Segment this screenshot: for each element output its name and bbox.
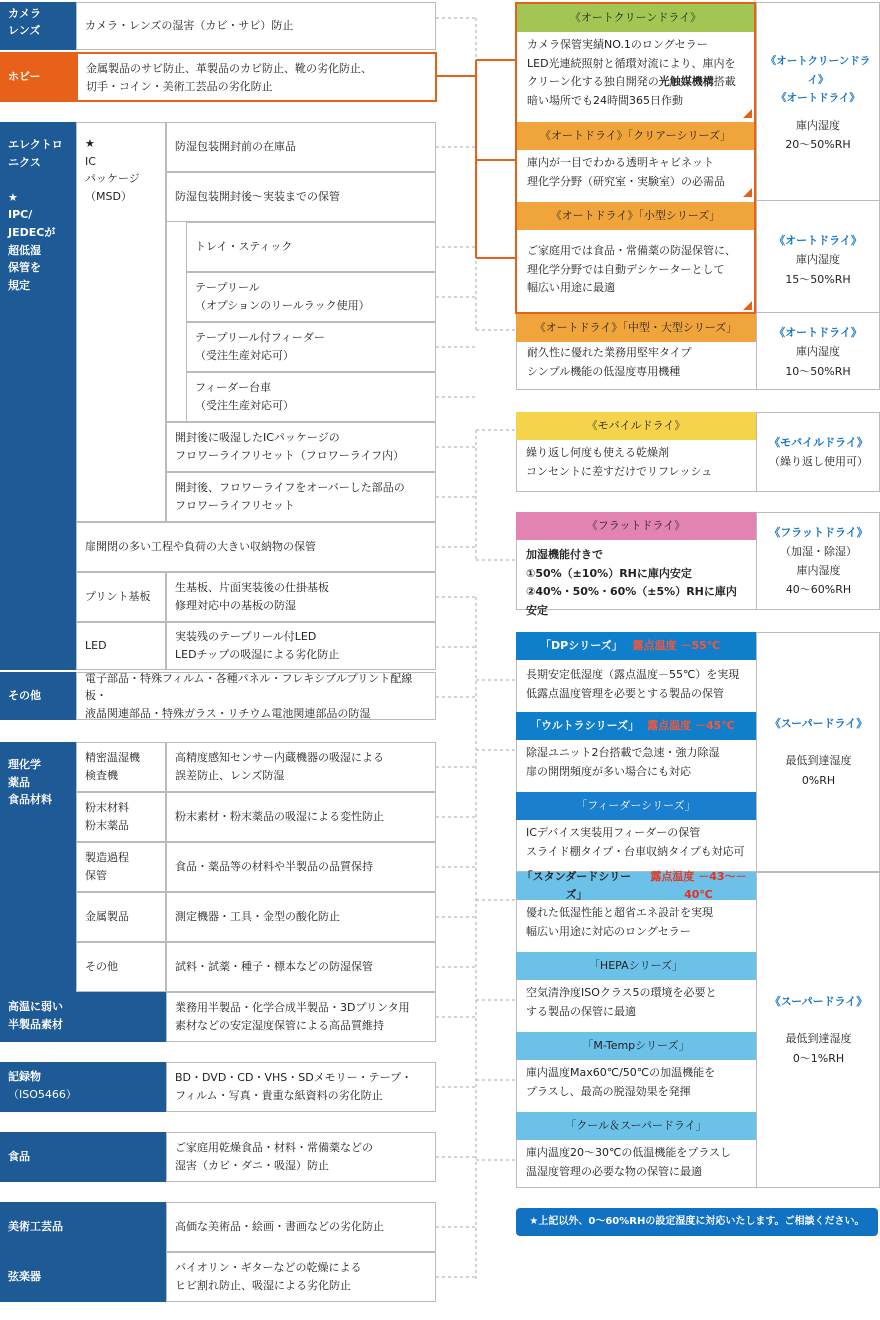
corner-marker-icon — [743, 301, 752, 310]
use-precision-instruments: 高精度感知センサー内蔵機器の吸湿による 誤差防止、レンズ防湿 — [166, 742, 436, 792]
dp-dewpoint: 露点温度 －55℃ — [632, 638, 721, 652]
autoclean-line4: 暗い場所でも24時間365日作動 — [527, 94, 683, 108]
product-clear-title[interactable]: 《オートドライ》「クリアーシリーズ」 — [517, 122, 754, 150]
use-tray-stick-text: トレイ・スティック — [195, 239, 293, 253]
corner-marker-icon — [743, 109, 752, 118]
use-feeder-cart: フィーダー台車 （受注生産対応可） — [186, 372, 436, 422]
use-floorlife-reset-1: 開封後に吸湿したICパッケージの フロワーライフリセット（フロワーライフ内） — [166, 422, 436, 472]
use-hobby-line2: 切手・コイン・美術工芸品の劣化防止 — [86, 80, 273, 94]
use-ic-after-open-text: 防湿包装開封後～実装までの保管 — [175, 189, 340, 203]
use-art-text: 高価な美術品・絵画・書画などの劣化防止 — [175, 1219, 384, 1233]
spec-superdry2-head: 《スーパードライ》 — [769, 995, 868, 1009]
spec-autoclean-range: 庫内湿度 20～50%RH — [785, 118, 851, 151]
sub-metal-label: 金属製品 — [85, 909, 129, 923]
product-mtemp-body: 庫内温度Max60℃/50℃の加温機能を プラスし、最高の脱湿効果を発揮 — [526, 1066, 716, 1098]
product-dp-body: 長期安定低湿度（露点温度－55℃）を実現 低露点温度管理を必要とする製品の保管 — [526, 668, 740, 700]
product-hepa-title[interactable]: 「HEPAシリーズ」 — [516, 952, 756, 980]
product-large-body: 耐久性に優れた業務用堅牢タイプ シンプル機能の低湿度専用機種 — [516, 342, 756, 390]
right-divider — [756, 200, 880, 201]
spec-flat — [756, 512, 880, 610]
product-small-title[interactable]: 《オートドライ》「小型シリーズ」 — [517, 202, 754, 230]
product-ultra-body: 除湿ユニット2台搭載で急速・強力除湿 扉の開閉頻度が多い場合にも対応 — [526, 746, 720, 778]
product-mobile-title[interactable]: 《モバイルドライ》 — [516, 412, 756, 440]
autoclean-line2: LED光連続照射と循環対流により、庫内を — [527, 56, 736, 70]
use-powder-text: 粉末素材・粉末薬品の吸湿による変性防止 — [175, 809, 384, 823]
product-flat-body: 加湿機能付きで ①50%（±10%）RHに庫内安定 ②40%・50%・60%（±5%）RHに庫内安定 — [526, 548, 737, 618]
consult-note[interactable] — [516, 1208, 878, 1236]
category-camera: カメラ レンズ — [0, 2, 76, 50]
category-strings-label: 弦楽器 — [8, 1269, 41, 1283]
use-heat-sensitive: 業務用半製品・化学合成半製品・3Dプリンタ用 素材などの安定湿度保管による高品質維持 — [166, 992, 436, 1042]
use-door-text: 扉開閉の多い工程や負荷の大きい収納物の保管 — [85, 539, 316, 553]
category-records-iso: （ISO5466） — [8, 1087, 77, 1101]
product-dp-title[interactable] — [516, 632, 756, 660]
sub-precision-instruments: 精密温湿機 検査機 — [76, 742, 166, 792]
spec-flat-head: 《フラットドライ》 — [769, 525, 868, 539]
product-mtemp-title[interactable]: 「M-Tempシリーズ」 — [516, 1032, 756, 1060]
use-pcb: 生基板、片面実装後の仕掛基板 修理対応中の基板の防湿 — [166, 572, 436, 622]
spec-autoclean-head: 《オートクリーンドライ》 《オートドライ》 — [765, 55, 871, 105]
category-chemistry: 理化学 薬品 食品材料 — [0, 742, 76, 992]
spec-small-head: 《オートドライ》 — [774, 234, 862, 248]
spec-mobile-note: （繰り返し使用可） — [769, 455, 868, 468]
use-tape-reel-feeder: テープリール付フィーダー （受注生産対応可） — [186, 322, 436, 372]
sub-chem-other-label: その他 — [85, 959, 118, 973]
use-manufacturing-text: 食品・薬品等の材料や半製品の品質保持 — [175, 859, 373, 873]
spec-large-head: 《オートドライ》 — [774, 326, 862, 340]
spec-superdry-2 — [756, 872, 880, 1188]
use-strings: バイオリン・ギターなどの乾燥による ヒビ割れ防止、吸湿による劣化防止 — [166, 1252, 436, 1302]
product-flat-title[interactable]: 《フラットドライ》 — [516, 512, 756, 540]
autoclean-line1: カメラ保管実績NO.1のロングセラー — [527, 38, 708, 51]
product-mobile-body: 繰り返し何度も使える乾燥剤 コンセントに差すだけでリフレッシュ — [526, 446, 713, 478]
ultra-dewpoint: 露点温度 －45℃ — [647, 718, 735, 732]
use-records: BD・DVD・CD・VHS・SDメモリー・テープ・ フィルム・写真・貴重な紙資料の劣化防止 — [166, 1062, 436, 1112]
spec-mobile — [756, 412, 880, 492]
product-ultra-title[interactable] — [516, 712, 756, 740]
category-hobby-label: ホビー — [8, 69, 41, 83]
category-heat-sensitive: 高温に弱い 半製品素材 — [0, 992, 166, 1042]
ultra-name: 「ウルトラシリーズ」 — [530, 718, 640, 732]
spec-superdry2-range: 最低到達湿度 0～1%RH — [785, 1032, 852, 1065]
spec-autodry-small — [756, 220, 880, 300]
spec-autodry-large — [756, 314, 880, 390]
use-other: 電子部品・特殊フィルム・各種パネル・フレキシブルプリント配線板・ 液晶関連部品・特殊ガラス・リチウム電池関連部品の防湿 — [76, 672, 436, 720]
product-small-body: ご家庭用では食品・常備薬の防湿保管に、 理化学分野では自動デシケーターとして 幅広い用途に最適 — [527, 244, 736, 295]
product-large-title[interactable]: 《オートドライ》「中型・大型シリーズ」 — [516, 314, 756, 342]
product-standard-title[interactable] — [516, 869, 756, 901]
spec-superdry-1 — [756, 632, 880, 872]
spec-flat-range: （加湿・除湿） 庫内湿度 40～60%RH — [780, 544, 857, 597]
product-autoclean-body — [517, 32, 754, 120]
use-metal-text: 測定機器・工具・金型の酸化防止 — [175, 909, 340, 923]
use-food: ご家庭用乾燥食品・材料・常備薬などの 湿害（カビ・ダニ・吸湿）防止 — [166, 1132, 436, 1182]
product-hepa-body: 空気清浄度ISOクラス5の環境を必要と する製品の保管に最適 — [526, 986, 717, 1018]
autoclean-line3 — [527, 73, 744, 92]
product-autoclean-title[interactable]: 《オートクリーンドライ》 — [517, 4, 754, 32]
sub-pcb-label: プリント基板 — [85, 589, 151, 603]
spec-superdry1-head: 《スーパードライ》 — [769, 717, 868, 731]
spec-superdry1-range: 最低到達湿度 0%RH — [785, 754, 852, 787]
product-clear-body: 庫内が一目でわかる透明キャビネット 理化学分野（研究室・実験室）の必需品 — [527, 156, 725, 188]
sub-powder: 粉末材料 粉末薬品 — [76, 792, 166, 842]
right-divider — [756, 312, 880, 313]
spec-autoclean — [756, 40, 880, 120]
product-feeder-body: ICデバイス実装用フィーダーの保管 スライド棚タイプ・台車収納タイプも対応可 — [526, 826, 745, 858]
use-ic-stock-text: 防湿包装開封前の在庫品 — [175, 139, 296, 153]
product-cool-body: 庫内温度20～30℃の低温機能をプラスし 温湿度管理の必要な物の保管に最適 — [526, 1146, 732, 1178]
category-other-label: その他 — [8, 688, 41, 702]
spec-large-range: 庫内湿度 10～50%RH — [785, 345, 851, 378]
category-electronics: エレクトロ ニクス ★ IPC/ JEDECが 超低湿 保管を 規定 — [0, 122, 76, 670]
dp-name: 「DPシリーズ」 — [540, 638, 623, 652]
use-camera-text: カメラ・レンズの湿害（カビ・サビ）防止 — [85, 18, 294, 32]
category-food-label: 食品 — [8, 1149, 30, 1163]
product-standard-body: 優れた低湿性能と超省エネ設計を実現 幅広い用途に対応のロングセラー — [526, 906, 713, 938]
sub-manufacturing: 製造過程 保管 — [76, 842, 166, 892]
use-chem-other-text: 試料・試薬・種子・標本などの防湿保管 — [175, 959, 373, 973]
use-floorlife-reset-2: 開封後、フロワーライフをオーバーした部品の フロワーライフリセット — [166, 472, 436, 522]
spec-small-range: 庫内湿度 15～50%RH — [785, 253, 851, 286]
category-art-label: 美術工芸品 — [8, 1219, 63, 1233]
sub-led-label: LED — [85, 638, 107, 652]
product-feeder-title[interactable]: 「フィーダーシリーズ」 — [516, 792, 756, 820]
sub-ic-package: ★ IC パッケージ （MSD） — [76, 122, 166, 522]
autoclean-photocatalyst: 光触媒機構 — [658, 75, 714, 89]
standard-name: 「スタンダードシリーズ」 — [521, 869, 632, 901]
consult-note-text: ★上記以外、0～60%RHの設定湿度に対応いたします。ご相談ください。 — [529, 1215, 865, 1227]
product-cool-title[interactable]: 「クール＆スーパードライ」 — [516, 1112, 756, 1140]
corner-marker-icon — [743, 188, 752, 197]
autoclean-line3c: 搭載 — [713, 75, 736, 89]
standard-dewpoint: 露点温度 －43～－40℃ — [650, 869, 747, 901]
use-led: 実装残のテープリール付LED LEDチップの吸湿による劣化防止 — [166, 622, 436, 670]
autoclean-line3a: クリーン化する独自開発の — [527, 75, 659, 89]
use-hobby-line1: 金属製品のサビ防止、革製品のカビ防止、靴の劣化防止、 — [86, 62, 372, 75]
category-records-label: 記録物 — [8, 1070, 41, 1083]
spec-mobile-head: 《モバイルドライ》 — [769, 435, 868, 449]
use-tape-reel: テープリール （オプションのリールラック使用） — [186, 272, 436, 322]
